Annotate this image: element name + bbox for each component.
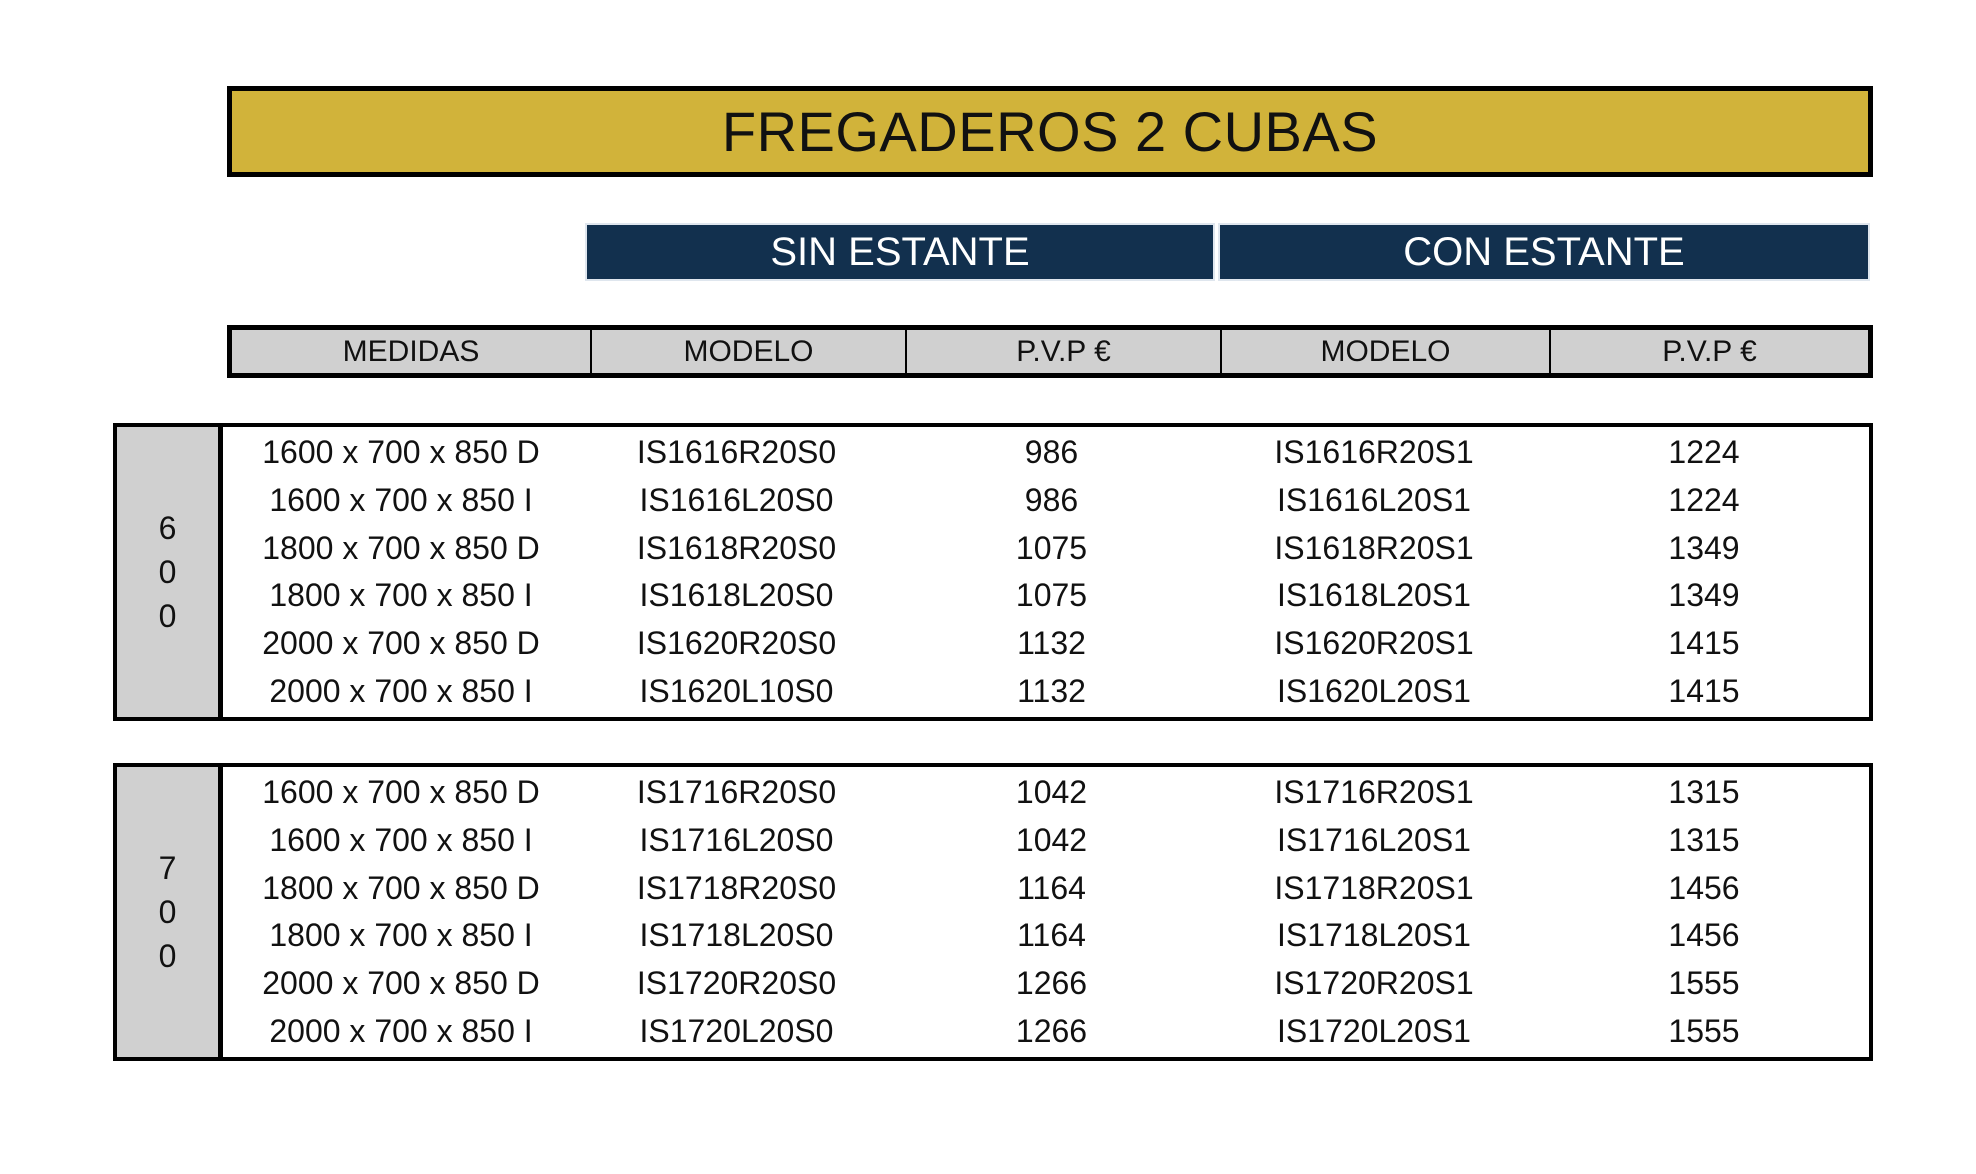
cell-modelo-sin: IS1716R20S0 xyxy=(636,774,837,811)
cell-modelo-con: IS1616R20S1 xyxy=(1274,434,1474,471)
section-rows xyxy=(223,767,1869,1057)
cell-modelo-sin: IS1716L20S0 xyxy=(639,821,834,858)
cell-modelo-sin: IS1616L20S0 xyxy=(639,481,834,518)
cell-medidas: 1800 x 700 x 850 D xyxy=(262,529,540,566)
column-header-pvp-sin: P.V.P € xyxy=(905,330,1220,373)
cell-pvp-con: 1415 xyxy=(1668,672,1740,709)
cell-pvp-sin: 1075 xyxy=(1015,529,1088,566)
section-label-char: 6 xyxy=(158,510,177,546)
cell-pvp-con: 1224 xyxy=(1668,481,1740,518)
table-row xyxy=(223,429,1869,476)
cell-modelo-con: IS1718L20S1 xyxy=(1277,917,1471,954)
cell-modelo-con: IS1616L20S1 xyxy=(1277,481,1471,518)
cell-modelo-con: IS1618R20S1 xyxy=(1274,529,1474,566)
section-label-char: 0 xyxy=(158,894,177,930)
column-header-row xyxy=(227,325,1873,378)
cell-pvp-con: 1315 xyxy=(1668,774,1740,811)
cell-pvp-sin: 986 xyxy=(1024,434,1079,471)
cell-modelo-sin: IS1718L20S0 xyxy=(639,917,834,954)
cell-modelo-con: IS1618L20S1 xyxy=(1277,577,1471,614)
section-label-char: 0 xyxy=(158,554,177,590)
cell-pvp-con: 1456 xyxy=(1668,869,1740,906)
cell-modelo-sin: IS1720R20S0 xyxy=(636,964,837,1001)
cell-modelo-sin: IS1718R20S0 xyxy=(636,869,837,906)
cell-medidas: 2000 x 700 x 850 D xyxy=(262,964,540,1001)
column-header-medidas: MEDIDAS xyxy=(342,334,480,368)
cell-pvp-sin: 1075 xyxy=(1015,577,1088,614)
cell-modelo-con: IS1620L20S1 xyxy=(1277,672,1471,709)
cell-modelo-sin: IS1618R20S0 xyxy=(636,529,837,566)
column-header-modelo-sin: MODELO xyxy=(590,330,905,373)
cell-medidas: 2000 x 700 x 850 D xyxy=(262,624,540,661)
column-header-pvp-con: P.V.P € xyxy=(1549,330,1868,373)
column-header-modelo-con: MODELO xyxy=(1220,330,1549,373)
cell-modelo-con: IS1620R20S1 xyxy=(1274,624,1474,661)
cell-pvp-sin: 1164 xyxy=(1017,869,1086,906)
cell-pvp-sin: 986 xyxy=(1024,481,1079,518)
cell-medidas: 2000 x 700 x 850 I xyxy=(269,672,533,709)
section-label-char: 0 xyxy=(158,598,177,634)
cell-medidas: 1800 x 700 x 850 D xyxy=(262,869,540,906)
cell-modelo-con: IS1720R20S1 xyxy=(1274,964,1474,1001)
cell-pvp-con: 1315 xyxy=(1668,821,1740,858)
section-rows xyxy=(223,427,1869,717)
section-label-600 xyxy=(117,427,223,717)
cell-medidas: 1800 x 700 x 850 I xyxy=(269,577,533,614)
cell-pvp-sin: 1132 xyxy=(1017,624,1086,661)
cell-medidas: 2000 x 700 x 850 I xyxy=(269,1012,533,1049)
section-700 xyxy=(113,763,1873,1061)
section-label-700 xyxy=(117,767,223,1057)
table-row xyxy=(223,817,1869,864)
cell-modelo-con: IS1720L20S1 xyxy=(1277,1012,1471,1049)
cell-medidas: 1800 x 700 x 850 I xyxy=(269,917,533,954)
table-row xyxy=(223,865,1869,912)
cell-pvp-con: 1224 xyxy=(1668,434,1740,471)
table-row xyxy=(223,912,1869,959)
cell-modelo-sin: IS1616R20S0 xyxy=(636,434,837,471)
cell-pvp-sin: 1266 xyxy=(1015,964,1088,1001)
cell-medidas: 1600 x 700 x 850 D xyxy=(262,774,540,811)
cell-pvp-sin: 1164 xyxy=(1017,917,1086,954)
cell-pvp-sin: 1132 xyxy=(1017,672,1086,709)
page-title: FREGADEROS 2 CUBAS xyxy=(227,86,1873,177)
cell-medidas: 1600 x 700 x 850 D xyxy=(262,434,540,471)
section-label-char: 0 xyxy=(158,938,177,974)
section-600 xyxy=(113,423,1873,721)
table-row xyxy=(223,477,1869,524)
cell-modelo-con: IS1716L20S1 xyxy=(1277,821,1471,858)
cell-pvp-con: 1415 xyxy=(1668,624,1740,661)
table-row xyxy=(223,572,1869,619)
cell-modelo-sin: IS1720L20S0 xyxy=(639,1012,834,1049)
table-row xyxy=(223,525,1869,572)
cell-medidas: 1600 x 700 x 850 I xyxy=(269,481,533,518)
cell-modelo-con: IS1718R20S1 xyxy=(1274,869,1474,906)
cell-modelo-sin: IS1620L10S0 xyxy=(639,672,834,709)
section-label-char: 7 xyxy=(158,850,177,886)
cell-pvp-con: 1349 xyxy=(1668,577,1740,614)
cell-modelo-sin: IS1618L20S0 xyxy=(639,577,834,614)
cell-pvp-con: 1555 xyxy=(1668,964,1740,1001)
table-row xyxy=(223,668,1869,715)
cell-pvp-sin: 1042 xyxy=(1015,821,1088,858)
cell-medidas: 1600 x 700 x 850 I xyxy=(269,821,533,858)
group-header-sin-estante: SIN ESTANTE xyxy=(585,223,1215,281)
table-row xyxy=(223,769,1869,816)
cell-pvp-con: 1456 xyxy=(1668,917,1740,954)
table-row xyxy=(223,960,1869,1007)
table-row xyxy=(223,620,1869,667)
cell-modelo-sin: IS1620R20S0 xyxy=(636,624,837,661)
cell-pvp-sin: 1266 xyxy=(1015,1012,1088,1049)
cell-modelo-con: IS1716R20S1 xyxy=(1274,774,1474,811)
cell-pvp-con: 1555 xyxy=(1668,1012,1740,1049)
group-header-con-estante: CON ESTANTE xyxy=(1218,223,1870,281)
table-row xyxy=(223,1008,1869,1055)
cell-pvp-sin: 1042 xyxy=(1015,774,1088,811)
cell-pvp-con: 1349 xyxy=(1668,529,1740,566)
